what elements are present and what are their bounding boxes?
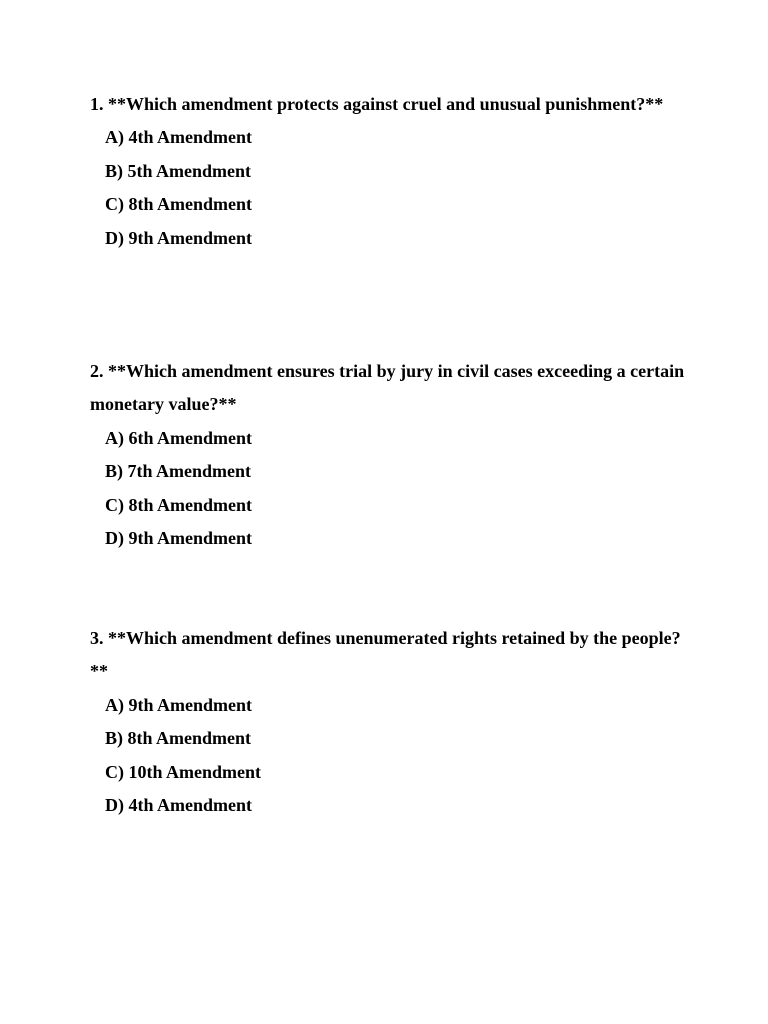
question-text: 2. **Which amendment ensures trial by jury in civil cases exceeding a certain monetary value?** [90, 361, 685, 415]
option-a: A) 4th Amendment [105, 127, 252, 148]
question-text: 1. **Which amendment protects against cruel and unusual punishment?** [90, 94, 664, 114]
option-b: B) 7th Amendment [105, 461, 252, 482]
answer-options [90, 689, 690, 823]
question-text: 3. **Which amendment defines unenumerated rights retained by the people?** [90, 628, 681, 682]
option-c: C) 10th Amendment [105, 761, 261, 782]
option-a: A) 6th Amendment [105, 427, 252, 448]
option-c: C) 8th Amendment [105, 494, 252, 515]
answer-options [90, 121, 690, 255]
answer-options [90, 422, 690, 556]
option-a: A) 9th Amendment [105, 694, 252, 715]
option-b: B) 5th Amendment [105, 160, 252, 181]
option-d: D) 9th Amendment [105, 528, 252, 549]
option-d: D) 9th Amendment [105, 227, 252, 248]
question-2 [90, 355, 690, 555]
question-1 [90, 88, 690, 255]
question-3 [90, 622, 690, 822]
option-c: C) 8th Amendment [105, 194, 252, 215]
option-b: B) 8th Amendment [105, 728, 252, 749]
option-d: D) 4th Amendment [105, 795, 252, 816]
